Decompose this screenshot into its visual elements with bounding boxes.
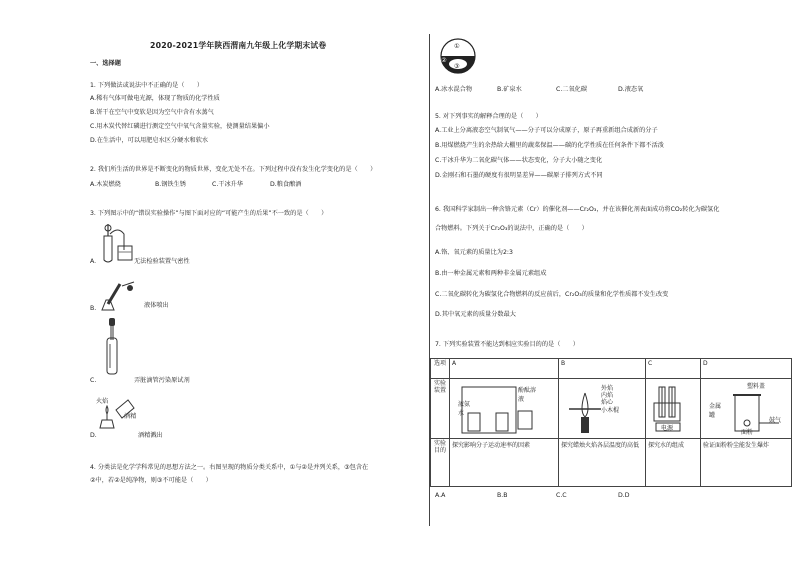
q3-figure-a [98,222,138,266]
q2-option-c: C.干冰升华 [212,181,244,188]
q3-d-letter: D. [90,432,97,439]
apparatus-b-label-inner: 内焰 [601,392,614,399]
q1-option-d: D.在生活中，可以用肥皂水区分硬水和软水 [90,137,209,144]
q4-fig-label-1: ① [454,43,460,50]
q4-option-b: B.矿泉水 [497,86,522,93]
q4-option-d: D.液态氧 [618,86,644,93]
apparatus-c [646,379,701,439]
q2-option-d: D.粮食酿酒 [270,181,302,188]
q6-stem: 6. 我国科学家制出一种含铬元素（Cr）的催化剂——Cr₂O₃，并在该催化剂表面成功将CO₂转化为碳氢化 [435,206,720,213]
apparatus-d-label-blow: 鼓气 [769,417,782,424]
q5-option-a: A.工业上分离液态空气制氧气——分子可以分成原子，原子再重新组合成新的分子 [435,127,658,134]
q3-b-caption: 液体喷出 [144,302,169,309]
q4-stem: 4. 分类法是化学学科常见的思想方法之一。右图呈现的物质分类关系中，①与②是并列关系，③包含在 [90,464,369,471]
apparatus-d-label-lid: 塑料盖 [747,383,766,390]
goal-d: 验证面粉粉尘能发生爆炸 [701,439,792,487]
q3-c-letter: C. [90,377,97,384]
q1-option-b: B.饼干在空气中变软是因为空气中含有水蒸气 [90,109,214,116]
q4-fig-label-3: ③ [454,63,460,70]
q7-option-b: B.B [497,492,508,499]
q1-option-c: C.用木炭代替红磷进行测定空气中氧气含量实验，使测量结果偏小 [90,123,270,130]
apparatus-a-label-phenol: 酚酞溶液 [518,387,537,403]
q7-option-d: D.D [618,492,630,499]
q4-stem-cont: ②中，若②是纯净物，则③不可能是（ ） [90,477,212,484]
q5-stem: 5. 对下列事实的解释合理的是（ ） [435,113,542,120]
q6-stem-cont: 合物燃料。下列关于Cr₂O₃的说法中，正确的是（ ） [435,225,588,232]
apparatus-a-label-ammonia: 浓氨水 [458,401,471,417]
table-header-purpose: 实验目的 [431,439,450,487]
q6-option-b: B.由一种金属元素和两种非金属元素组成 [435,270,547,277]
apparatus-d-label-flour: 面粉 [741,429,754,436]
table-col-a: A [450,359,559,379]
apparatus-a [450,379,559,439]
apparatus-b-label-outer: 外焰 [601,385,614,392]
q1-stem: 1. 下列做法或说法中不正确的是（ ） [90,82,204,89]
apparatus-c-figure [650,383,700,435]
q3-d-fig-label-alcohol: 酒精 [124,413,137,420]
q5-option-b: B.用煤燃烧产生的余热给大棚里的蔬菜保温——碳的化学性质在任何条件下都不活泼 [435,142,664,149]
q3-a-caption: 无法检验装置气密性 [134,258,190,265]
q2-option-a: A.木炭燃烧 [90,181,121,188]
table-col-d: D [701,359,792,379]
apparatus-b-label-stick: 小木棍 [601,407,620,414]
goal-b: 探究蜡烛火焰各层温度的高低 [559,439,646,487]
q3-d-caption: 酒精溅出 [138,432,163,439]
q5-option-c: C.干冰升华为二氧化碳气体——状态变化，分子大小随之变化 [435,157,603,164]
table-col-c: C [646,359,701,379]
q6-option-d: D.其中氧元素的质量分数最大 [435,311,516,318]
q3-c-caption: 弄脏滴管污染原试剂 [134,377,190,384]
apparatus-b-label-core: 焰心 [601,399,614,406]
q7-stem: 7. 下列实验装置不能达到相应实验目的的是（ ） [435,341,579,348]
apparatus-d [701,379,792,439]
q1-option-a: A.稀有气体可做电光源，体现了物质的化学性质 [90,95,220,102]
q7-experiment-table [430,358,792,487]
q6-option-c: C.二氧化碳转化为碳氢化合物燃料的反应前后，Cr₂O₃的质量和化学性质都不发生改变 [435,291,669,298]
q3-a-letter: A. [90,258,97,265]
goal-a: 探究影响分子运动速率的因素 [450,439,559,487]
q7-option-a: A.A [435,492,446,499]
q3-b-letter: B. [90,305,97,312]
apparatus-b-figure [565,383,635,435]
q4-option-c: C.二氧化碳 [556,86,588,93]
q7-option-c: C.C [556,492,567,499]
q6-option-a: A.铬、氧元素的质量比为2:3 [435,249,513,256]
q2-stem: 2. 我们所生活的世界是不断变化的物质世界，变化无处不在。下列过程中没有发生化学变化的是（ ） [90,166,377,173]
q3-figure-b [100,280,140,316]
q3-figure-c [104,318,120,376]
goal-c: 探究水的组成 [646,439,701,487]
q2-option-b: B.钢铁生锈 [155,181,186,188]
apparatus-b [559,379,646,439]
q3-stem: 3. 下列图示中的“错误实验操作”与图下面对应的“可能产生的后果”不一致的是（ ） [90,210,328,217]
apparatus-d-label-can: 金属罐 [709,403,722,419]
q5-option-d: D.金刚石和石墨的硬度有很明显差异——碳原子排列方式不同 [435,172,603,179]
page-title: 2020-2021学年陕西渭南九年级上化学期末试卷 [150,41,327,50]
table-header-option: 选项 [431,359,450,379]
table-header-apparatus: 实验装置 [431,379,450,439]
apparatus-c-label-power: 电源 [661,425,674,432]
table-col-b: B [559,359,646,379]
q3-d-fig-label-flame: 火焰 [96,398,109,405]
q4-fig-label-2: ② [441,57,447,64]
q4-option-a: A.冰水混合物 [435,86,473,93]
section-heading: 一、选择题 [90,60,121,67]
